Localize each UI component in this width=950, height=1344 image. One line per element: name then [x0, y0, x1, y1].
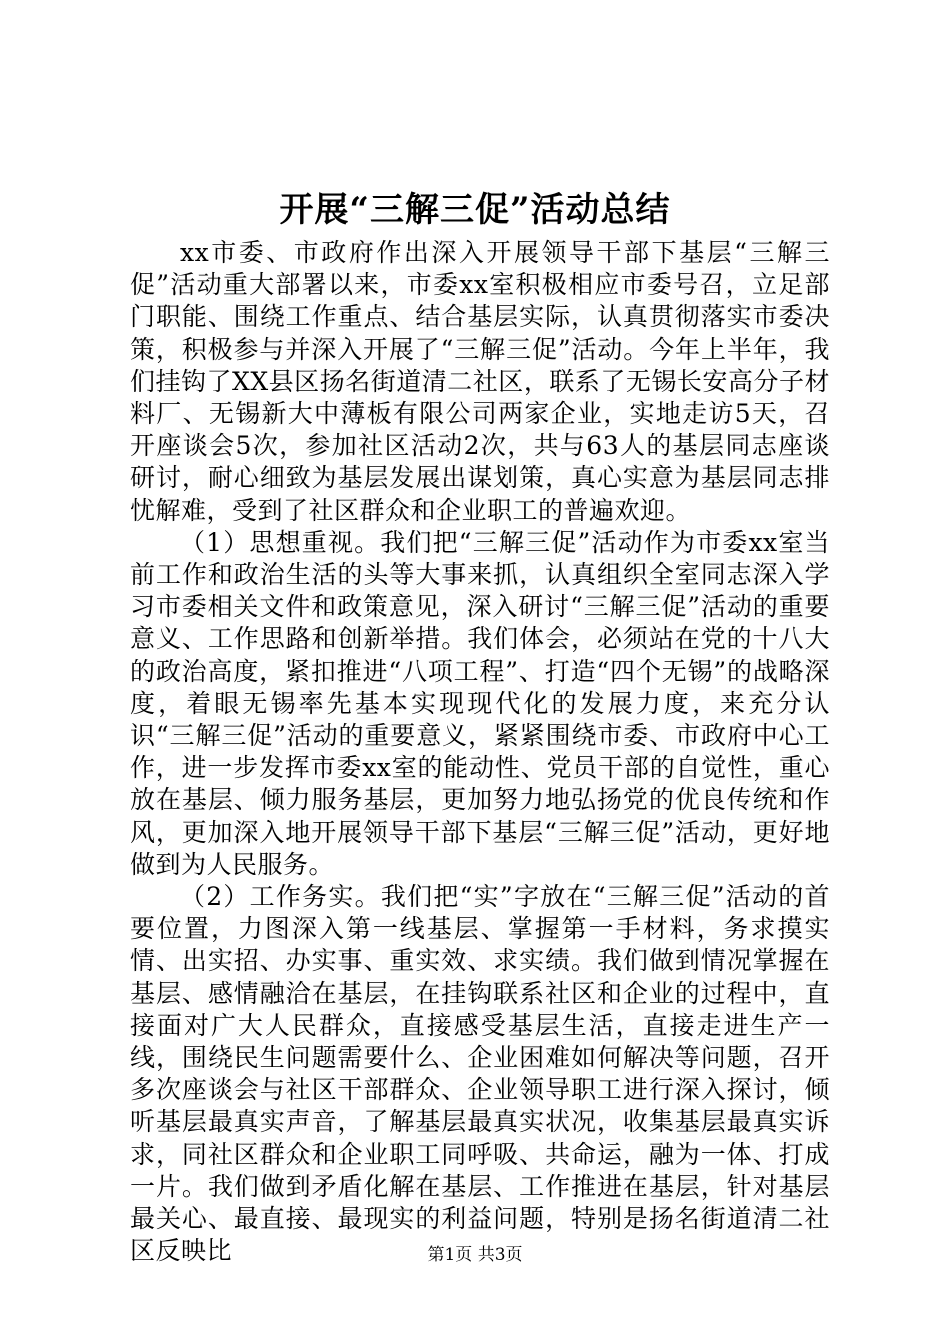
document-title: 开展“三解三促”活动总结 [279, 190, 671, 230]
paragraph-intro: xx市委、市政府作出深入开展领导干部下基层“三解三促”活动重大部署以来，市委xx室积极相应市委号召，立足部门职能、围绕工作重点、结合基层实际，认真贯彻落实市委决策，积极参与并深入开展了“三解三促”活动。今年上半年，我们挂钩了XX县区扬名街道清二社区，联系了无锡长安高分子材料厂、无锡新大中薄板有限公司两家企业，实地走访5天，召开座谈会5次，参加社区活动2次，共与63人的基层同志座谈研讨，耐心细致为基层发展出谋划策，真心实意为基层同志排忧解难，受到了社区群众和企业职工的普遍欢迎。 [130, 238, 830, 525]
paragraph-thought-emphasis: （1）思想重视。我们把“三解三促”活动作为市委xx室当前工作和政治生活的头等大事来抓，认真组织全室同志深入学习市委相关文件和政策意见，深入研讨“三解三促”活动的重要意义、工作思路和创新举措。我们体会，必须站在党的十八大的政治高度，紧扣推进“八项工程”、打造“四个无锡”的战略深度，着眼无锡率先基本实现现代化的发展力度，来充分认识“三解三促”活动的重要意义，紧紧围绕市委、市政府中心工作，进一步发挥市委xx室的能动性、党员干部的自觉性，重心放在基层、倾力服务基层，更加努力地弘扬党的优良传统和作风，更加深入地开展领导干部下基层“三解三促”活动，更好地做到为人民服务。 [130, 527, 830, 879]
paragraph-practical-work: （2）工作务实。我们把“实”字放在“三解三促”活动的首要位置，力图深入第一线基层、掌握第一手材料，务求摸实情、出实招、办实事、重实效、求实绩。我们做到情况掌握在基层、感情融洽在基层，在挂钩联系社区和企业的过程中，直接面对广大人民群众，直接感受基层生活，直接走进生产一线，围绕民生问题需要什么、企业困难如何解决等问题，召开多次座谈会与社区干部群众、企业领导职工进行深入探讨，倾听基层最真实声音，了解基层最真实状况，收集基层最真实诉求，同社区群众和企业职工同呼吸、共命运，融为一体、打成一片。我们做到矛盾化解在基层、工作推进在基层，针对基层最关心、最直接、最现实的利益问题，特别是扬名街道清二社区反映比 [130, 882, 830, 1266]
page-number-footer: 第1页 共3页 [427, 1245, 523, 1265]
document-body [130, 237, 830, 1268]
